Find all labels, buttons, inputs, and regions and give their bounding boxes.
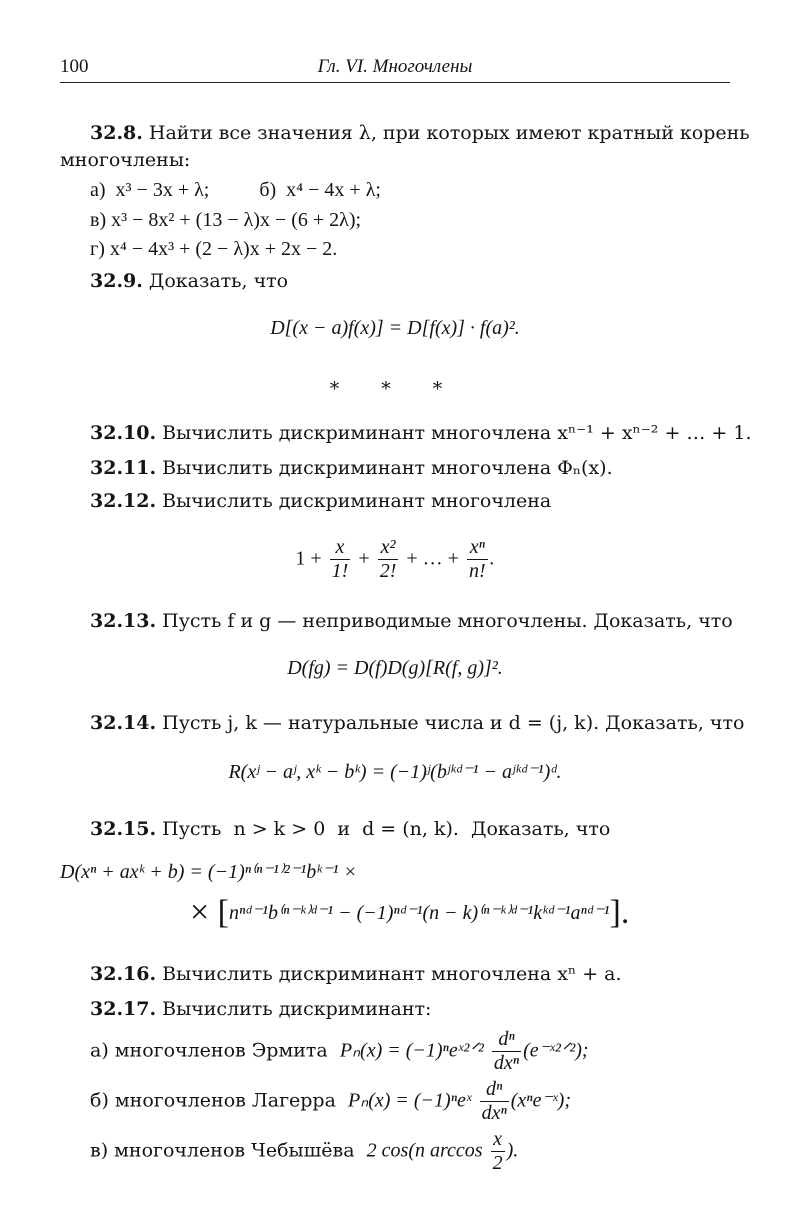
problem-32-15: [90, 820, 610, 839]
problem-32-8-c: г) x⁴ − 4x³ + (2 − λ)x + 2x − 2.: [90, 238, 338, 260]
problem-number: 32.15.: [90, 818, 157, 840]
problem-32-16: [90, 965, 622, 984]
formula-32-9: D[(x − a)f(x)] = D[f(x)] · f(a)².: [270, 317, 520, 339]
problem-32-13: [90, 612, 733, 631]
problem-number: 32.14.: [90, 712, 157, 734]
formula-32-15-line2: × [nⁿᵈ⁻¹b⁽ⁿ⁻ᵏ⁾ᵈ⁻¹ − (−1)ⁿᵈ⁻¹(n − k)⁽ⁿ⁻ᵏ⁾ᵈ⁻¹kᵏᵈ⁻¹aⁿᵈ⁻¹].: [190, 894, 630, 931]
problem-number: 32.11.: [90, 457, 157, 479]
problem-32-12: [90, 492, 551, 511]
problem-32-14: [90, 714, 744, 733]
problem-text: Пусть j, k — натуральные числа и d = (j, k). Доказать, что: [162, 712, 745, 734]
problem-text: Вычислить дискриминант многочлена xⁿ⁻¹ + xⁿ⁻² + … + 1.: [162, 422, 752, 444]
problem-number: 32.8.: [90, 122, 143, 144]
problem-32-8-b: в) x³ − 8x² + (13 − λ)x − (6 + 2λ);: [90, 209, 362, 231]
formula-32-13: D(fg) = D(f)D(g)[R(f, g)]².: [287, 657, 503, 679]
problem-number: 32.9.: [90, 270, 143, 292]
problem-number: 32.12.: [90, 490, 157, 512]
problem-number: 32.16.: [90, 963, 157, 985]
formula-32-14: R(xʲ − aʲ, xᵏ − bᵏ) = (−1)ʲ(bʲᵏᵈ⁻¹ − aʲᵏᵈ⁻¹)ᵈ.: [228, 761, 562, 783]
problem-text: Вычислить дискриминант многочлена Φₙ(x).: [162, 457, 613, 479]
problem-text: Вычислить дискриминант многочлена xⁿ + a.: [162, 963, 622, 985]
problem-32-8: [90, 124, 750, 143]
problem-text: Пусть f и g — неприводимые многочлены. Доказать, что: [162, 610, 733, 632]
formula-32-12: 1 + $\frac{x}{1!}$ + $\frac{\text{x²}}{2!}$ + … + $\frac{\text{xⁿ}}{n!}$ .: [295, 536, 495, 582]
problem-text: Найти все значения λ, при которых имеют кратный корень: [148, 122, 750, 144]
problem-number: 32.17.: [90, 998, 157, 1020]
problem-32-17-b: б) многочленов Лагерра Pₙ(x) = (−1)ⁿeˣ $\frac{\text{dⁿ}}{\text{dxⁿ}}$ (xⁿe⁻ˣ);: [90, 1078, 571, 1124]
formula-32-15-line1: D(xⁿ + axᵏ + b) = (−1)ⁿ⁽ⁿ⁻¹⁾²⁻¹bᵏ⁻¹ ×: [60, 861, 357, 883]
problem-32-10: [90, 424, 752, 443]
problem-32-8-a: а) x³ − 3x + λ; б) x⁴ − 4x + λ;: [90, 179, 381, 201]
problem-32-17: [90, 1000, 431, 1019]
problem-32-17-c: в) многочленов Чебышёва 2 cos(n arccos $\frac{x}{2}$ ).: [90, 1128, 519, 1174]
problem-32-8-cont: многочлены:: [60, 149, 191, 171]
problem-number: 32.13.: [90, 610, 157, 632]
problem-text: Вычислить дискриминант:: [162, 998, 432, 1020]
problem-number: 32.10.: [90, 422, 157, 444]
problem-32-17-a: а) многочленов Эрмита Pₙ(x) = (−1)ⁿeˣ²ᐟ² $\frac{\text{dⁿ}}{\text{dxⁿ}}$ (e⁻ˣ²ᐟ²);: [90, 1028, 589, 1074]
running-title: Гл. VI. Многочлены: [317, 56, 473, 77]
problem-32-11: [90, 459, 613, 478]
problem-32-9: [90, 272, 288, 291]
page-header: [60, 56, 730, 83]
section-separator: * * *: [329, 378, 461, 400]
problem-text: Пусть n > k > 0 и d = (n, k). Доказать, что: [162, 818, 611, 840]
problem-text: Доказать, что: [148, 270, 289, 292]
page-number: 100: [60, 56, 89, 77]
problem-text: Вычислить дискриминант многочлена: [162, 490, 552, 512]
